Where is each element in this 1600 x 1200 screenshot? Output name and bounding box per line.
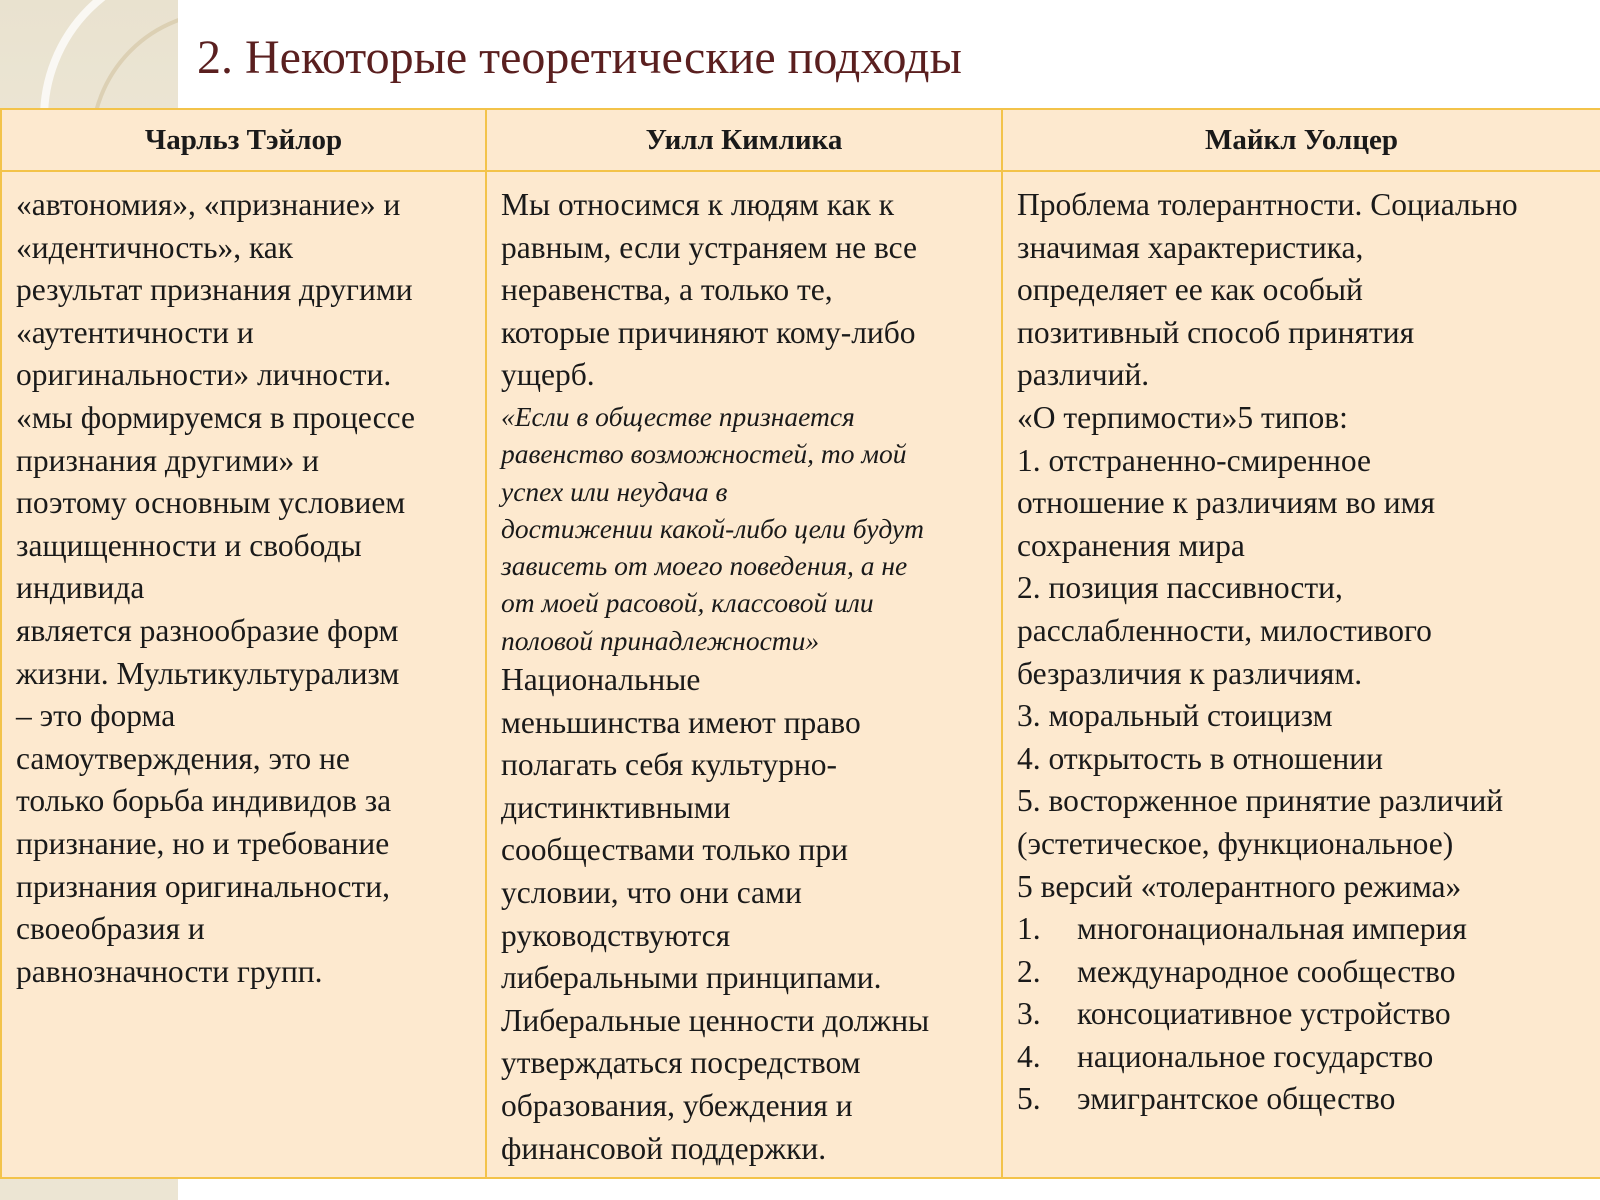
walzer-line: 3. моральный стоицизм [1017, 698, 1333, 734]
walzer-line: сохранения мира [1017, 527, 1245, 563]
regime-list-item [1017, 1078, 1586, 1121]
kymlicka-intro-line: ущерб. [501, 357, 595, 393]
taylor-line: «мы формируемся в процессе [16, 399, 415, 435]
table-header-row [1, 109, 1600, 171]
kymlicka-line: либеральными принципами. [501, 960, 882, 996]
walzer-line: 4. открытость в отношении [1017, 740, 1383, 776]
taylor-line: поэтому основным условием [16, 485, 406, 521]
kymlicka-intro-line: Мы относимся к людям как к [501, 187, 895, 222]
taylor-cell [1, 171, 486, 1178]
walzer-line: безразличия к различиям. [1017, 655, 1363, 691]
kymlicka-intro-line: которые причиняют кому-либо [501, 314, 916, 350]
walzer-line: отношение к различиям во имя [1017, 485, 1436, 521]
regime-number: 4. [1017, 1038, 1041, 1074]
walzer-line: 2. позиция пассивности, [1017, 570, 1343, 606]
taylor-line: оригинальности» личности. [16, 357, 392, 393]
regime-number: 3. [1017, 996, 1041, 1032]
kymlicka-line: сообществами только при [501, 832, 848, 868]
taylor-line: самоутверждения, это не [16, 740, 350, 776]
kymlicka-line: образования, убеждения и [501, 1087, 853, 1123]
taylor-line: равнозначности групп. [16, 953, 323, 989]
walzer-line: 1. отстраненно-смиренное [1017, 442, 1371, 478]
taylor-line: результат признания другими [16, 272, 413, 308]
taylor-line: «аутентичности и [16, 314, 254, 350]
taylor-line: – это форма [16, 698, 176, 734]
taylor-line: защищенности и свободы [16, 527, 362, 563]
kymlicka-line: полагать себя культурно- [501, 747, 837, 783]
regime-list-item [1017, 951, 1586, 994]
regime-list-item [1017, 993, 1586, 1036]
header-taylor: Чарльз Тэйлор [1, 109, 486, 171]
taylor-line: своеобразия и [16, 911, 205, 947]
walzer-cell [1002, 171, 1600, 1178]
table-body-row [1, 171, 1600, 1178]
regime-number: 2. [1017, 953, 1041, 989]
kymlicka-quote-line: зависеть от моего поведения, а не [501, 550, 908, 582]
regime-list-item [1017, 1036, 1586, 1079]
taylor-line: признания другими» и [16, 442, 319, 478]
walzer-line: позитивный способ принятия [1017, 314, 1415, 350]
regime-text: многонациональная империя [1077, 911, 1467, 947]
taylor-line: только борьба индивидов за [16, 783, 392, 819]
kymlicka-line: условии, что они сами [501, 875, 802, 911]
walzer-line: определяет ее как особый [1017, 272, 1363, 308]
regime-number: 1. [1017, 911, 1041, 947]
slide-title: 2. Некоторые теоретические подходы [197, 31, 962, 84]
kymlicka-line: утверждаться посредством [501, 1045, 861, 1081]
walzer-line: 5 версий «толерантного режима» [1017, 868, 1462, 904]
walzer-line: 5. восторженное принятие различий [1017, 783, 1504, 819]
kymlicka-intro-line: неравенства, а только те, [501, 272, 833, 308]
kymlicka-line: меньшинства имеют право [501, 704, 861, 740]
regime-text: эмигрантское общество [1077, 1081, 1396, 1117]
kymlicka-cell [486, 171, 1002, 1178]
kymlicka-line: руководствуются [501, 917, 731, 953]
header-walzer: Майкл Уолцер [1002, 109, 1600, 171]
walzer-line: расслабленности, милостивого [1017, 612, 1432, 648]
regime-text: консоциативное устройство [1077, 996, 1451, 1032]
taylor-line: жизни. Мультикультурализм [16, 655, 400, 691]
kymlicka-quote [501, 398, 987, 659]
kymlicka-quote-line: равенство возможностей, то мой [501, 438, 907, 470]
kymlicka-line: Либеральные ценности должны [501, 1002, 930, 1038]
taylor-line: «идентичность», как [16, 229, 294, 265]
kymlicka-quote-line: половой принадлежности» [501, 624, 820, 656]
taylor-line: признания оригинальности, [16, 868, 391, 904]
kymlicka-intro-line: равным, если устраняем не все [501, 229, 918, 265]
walzer-line: (эстетическое, функциональное) [1017, 825, 1454, 861]
kymlicka-quote-line: достижении какой-либо цели будут [501, 512, 924, 544]
kymlicka-line: Национальные [501, 662, 701, 698]
kymlicka-line: финансовой поддержки. [501, 1130, 827, 1166]
regime-text: национальное государство [1077, 1038, 1434, 1074]
kymlicka-quote-line: «Если в обществе признается [501, 400, 855, 432]
walzer-line: различий. [1017, 357, 1150, 393]
taylor-line: является разнообразие форм [16, 612, 399, 648]
header-kymlicka: Уилл Кимлика [486, 109, 1002, 171]
taylor-line: индивида [16, 570, 145, 606]
walzer-line: значимая характеристика, [1017, 229, 1364, 265]
kymlicka-line: дистинктивными [501, 789, 731, 825]
taylor-line: признание, но и требование [16, 825, 390, 861]
taylor-line: «автономия», «признание» и [16, 187, 401, 222]
regime-number: 5. [1017, 1081, 1041, 1117]
kymlicka-quote-line: успех или неудача в [501, 475, 728, 507]
regime-text: международное сообщество [1077, 953, 1456, 989]
regime-list-item [1017, 908, 1586, 951]
walzer-line: Проблема толерантности. Социально [1017, 187, 1518, 222]
kymlicka-quote-line: от моей расовой, классовой или [501, 587, 874, 619]
walzer-line: «О терпимости»5 типов: [1017, 399, 1348, 435]
approaches-table [0, 108, 1600, 1179]
